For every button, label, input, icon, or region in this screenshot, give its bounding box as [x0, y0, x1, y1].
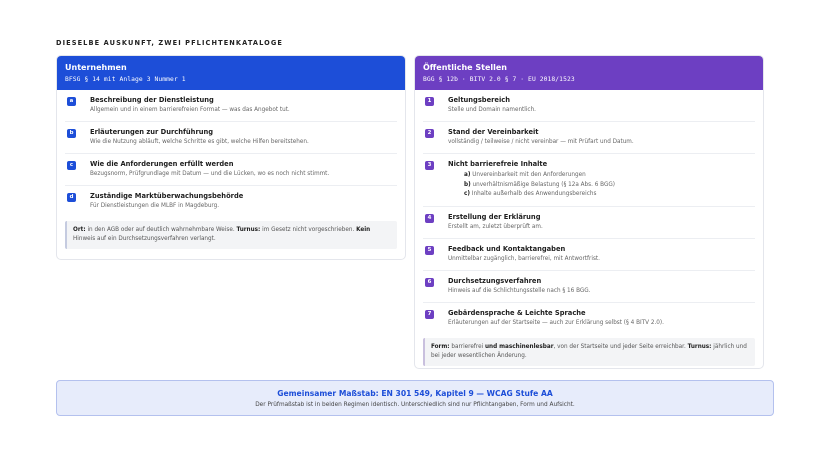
item-description: Erstellt am, zuletzt überprüft am.: [448, 223, 543, 230]
list-item: [65, 186, 397, 217]
item-badge: 5: [425, 246, 434, 255]
sub-item: [448, 171, 755, 181]
panel-header: [415, 56, 763, 90]
list-item: [423, 122, 755, 154]
item-badge: d: [67, 193, 76, 202]
requirement-list: [57, 90, 405, 217]
note-bold-form: und maschinenlesbar: [484, 343, 554, 350]
note-label-turnus: Turnus:: [687, 343, 712, 350]
panel-header: [57, 56, 405, 90]
item-badge: a: [67, 97, 76, 106]
item-description: Für Dienstleistungen die MLBF in Magdeburg.: [90, 203, 220, 209]
panel-title: Unternehmen: [65, 63, 127, 72]
banner-description: Der Prüfmaßstab ist in beiden Regimen identisch. Unterschiedlich sind nur Pflichtangaben, Form und Aufsicht.: [255, 402, 575, 408]
common-standard-banner: [56, 380, 774, 416]
item-title: Wie die Anforderungen erfüllt werden: [90, 160, 234, 168]
item-title: Feedback und Kontaktangaben: [448, 244, 566, 253]
note-text-form: barrierefrei: [451, 343, 484, 350]
item-description: Hinweis auf die Schlichtungsstelle nach § 16 BGG.: [448, 287, 591, 294]
item-description: Allgemein und in einem barrierefreien Format — was das Angebot tut.: [90, 107, 290, 113]
item-badge: 4: [425, 214, 434, 223]
list-item: [423, 90, 755, 122]
panel-note: [65, 221, 397, 249]
item-description: Bezugsnorm, Prüfgrundlage mit Datum — und die Lücken, wo es noch nicht stimmt.: [90, 171, 330, 177]
sub-item-text: unverhältnismäßige Belastung (§ 12a Abs. 6 BGG): [472, 181, 615, 188]
item-badge: c: [67, 161, 76, 170]
item-description: vollständig / teilweise / nicht vereinbar — mit Prüfart und Datum.: [448, 139, 634, 145]
panel-legal-reference: BGG § 12b · BITV 2.0 § 7 · EU 2018/1523: [423, 76, 575, 83]
item-title: Geltungsbereich: [448, 96, 510, 104]
item-title: Stand der Vereinbarkeit: [448, 128, 539, 136]
panel-unternehmen: [56, 55, 406, 260]
sub-item: [448, 190, 755, 200]
section-kicker: DIESELBE AUSKUNFT, ZWEI PFLICHTENKATALOGE: [56, 39, 283, 47]
sub-item-label: b): [464, 181, 471, 188]
panel-oeffentliche-stellen: [414, 55, 764, 369]
note-text-turnus: jährlich und bei jeder wesentlichen Änderung.: [431, 343, 747, 359]
list-item: [423, 154, 755, 207]
requirement-list: [415, 90, 763, 334]
note-text-turnus: im Gesetz nicht vorgeschrieben.: [262, 227, 355, 233]
item-badge: 7: [425, 310, 434, 319]
note-text-ort: in den AGB oder auf deutlich wahrnehmbare Weise.: [87, 227, 235, 233]
panel-legal-reference: BFSG § 14 mit Anlage 3 Nummer 1: [65, 76, 186, 83]
sub-item-text: Inhalte außerhalb des Anwendungsbereichs: [471, 191, 597, 197]
note-label-form: Form:: [431, 343, 450, 350]
item-title: Nicht barrierefreie Inhalte: [448, 160, 548, 168]
banner-title: Gemeinsamer Maßstab: EN 301 549, Kapitel 9 — WCAG Stufe AA: [277, 389, 553, 398]
sub-item-label: a): [464, 172, 471, 178]
list-item: [423, 303, 755, 334]
item-badge: 1: [425, 97, 434, 106]
note-label-turnus: Turnus:: [236, 227, 261, 233]
list-item: [65, 154, 397, 186]
item-badge: 6: [425, 278, 434, 287]
item-title: Erläuterungen zur Durchführung: [90, 128, 214, 136]
panel-title: Öffentliche Stellen: [423, 63, 507, 72]
sub-item-text: Unvereinbarkeit mit den Anforderungen: [472, 172, 586, 178]
item-description: Unmittelbar zugänglich, barrierefrei, mit Antwortfrist.: [448, 255, 600, 262]
note-label-ort: Ort:: [73, 227, 86, 233]
item-badge: b: [67, 129, 76, 138]
list-item: [423, 207, 755, 239]
item-title: Beschreibung der Dienstleistung: [90, 96, 214, 104]
list-item: [423, 239, 755, 271]
panel-note: [423, 338, 755, 366]
item-title: Gebärdensprache & Leichte Sprache: [448, 308, 586, 317]
item-description: Stelle und Domain namentlich.: [448, 107, 536, 113]
list-item: [65, 122, 397, 154]
sub-item: [448, 181, 755, 191]
item-badge: 3: [425, 161, 434, 170]
sub-list: [448, 171, 755, 200]
list-item: [423, 271, 755, 303]
item-description: Erläuterungen auf der Startseite — auch zur Erklärung selbst (§ 4 BITV 2.0).: [448, 319, 664, 326]
item-title: Zuständige Marktüberwachungsbehörde: [90, 192, 244, 200]
item-badge: 2: [425, 129, 434, 138]
note-text-form-rest: , von der Startseite und jeder Seite erreichbar.: [553, 343, 686, 350]
list-item: [65, 90, 397, 122]
note-label-kein: Kein: [356, 227, 371, 233]
note-text-kein: Hinweis auf ein Durchsetzungsverfahren verlangt.: [73, 236, 216, 243]
item-title: Durchsetzungsverfahren: [448, 276, 542, 285]
item-description: Wie die Nutzung abläuft, welche Schritte es gibt, welche Hilfen bereitstehen.: [90, 139, 309, 145]
item-title: Erstellung der Erklärung: [448, 212, 541, 221]
sub-item-label: c): [464, 191, 470, 197]
